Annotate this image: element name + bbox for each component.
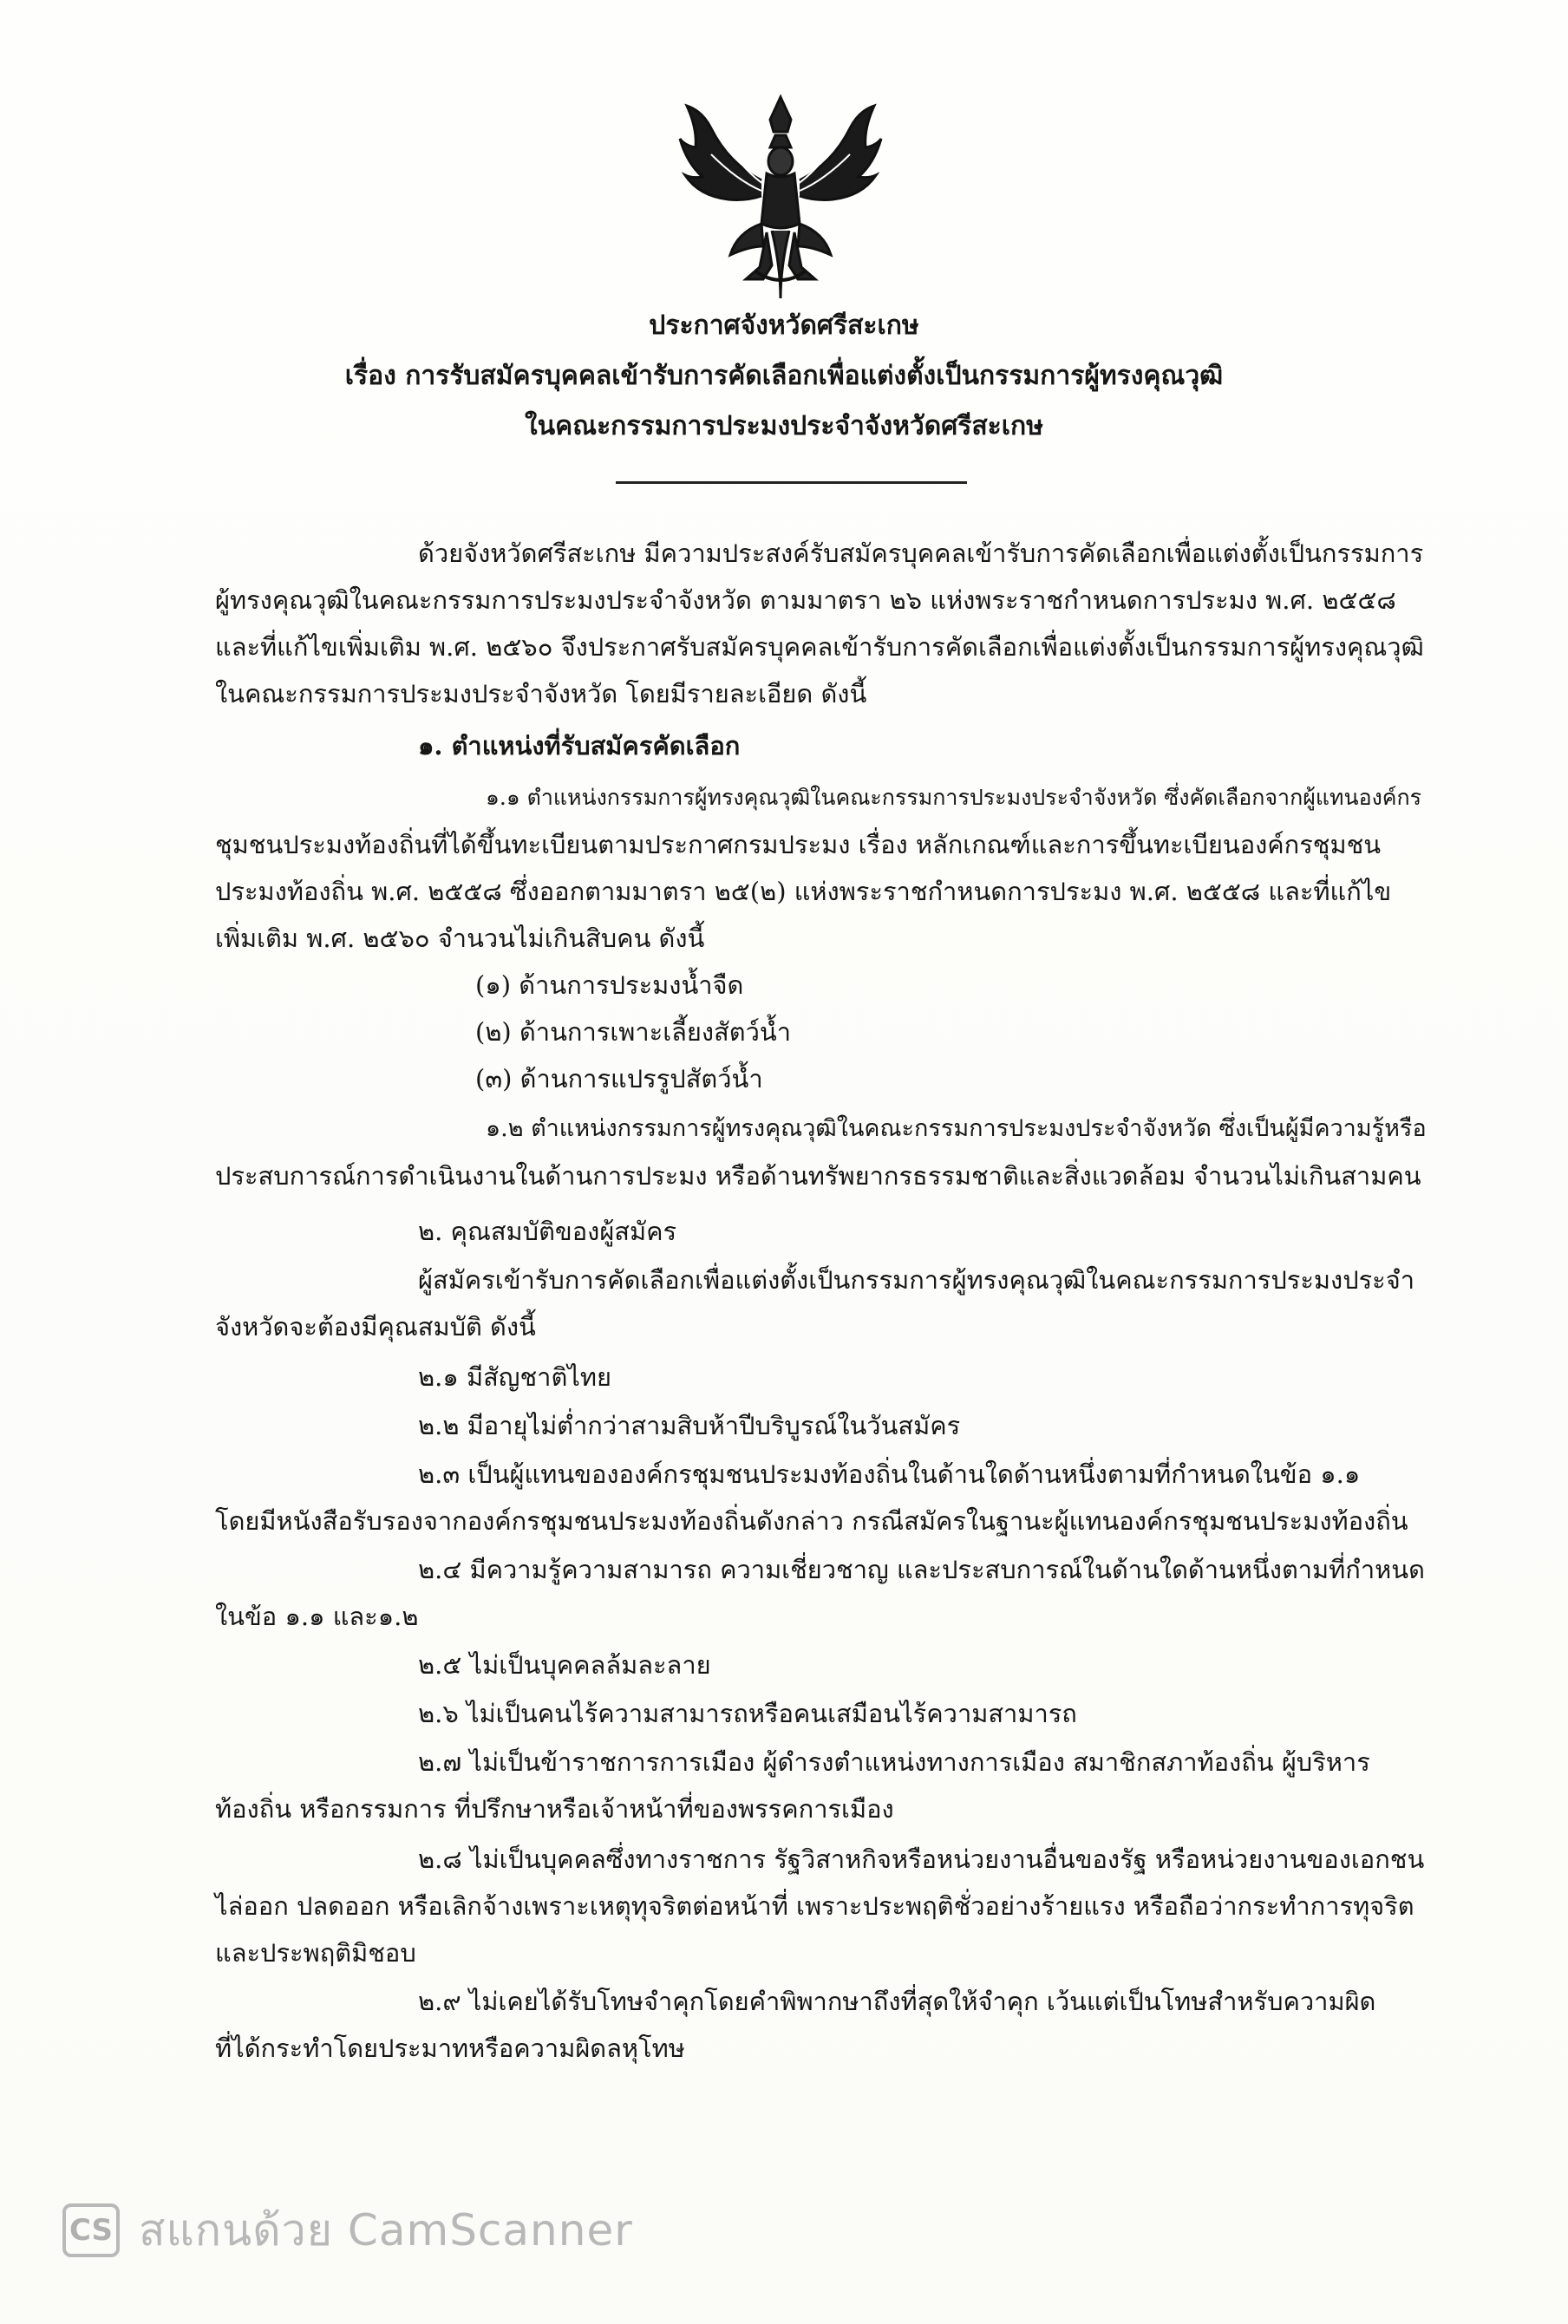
camscanner-text: สแกนด้วย CamScanner — [139, 2204, 633, 2255]
s2-4-line-1: ๒.๔ มีความรู้ความสามารถ ความเชี่ยวชาญ และประสบการณ์ในด้านใดด้านหนึ่งตามที่กำหนด — [418, 1555, 1425, 1584]
s2-4-line-2: ในข้อ ๑.๑ และ๑.๒ — [215, 1602, 419, 1631]
s2-intro-line-2: จังหวัดจะต้องมีคุณสมบัติ ดังนี้ — [215, 1312, 536, 1342]
garuda-emblem-icon — [676, 94, 885, 304]
camscanner-watermark — [62, 2196, 633, 2265]
s2-2: ๒.๒ มีอายุไม่ต่ำกว่าสามสิบห้าปีบริบูรณ์ในวันสมัคร — [418, 1411, 961, 1440]
s1-1-line-2: ชุมชนประมงท้องถิ่นที่ได้ขึ้นทะเบียนตามประกาศกรมประมง เรื่อง หลักเกณฑ์และการขึ้นทะเบียนองค์กรชุมชน — [215, 830, 1382, 859]
s1-1-line-1: ๑.๑ ตำแหน่งกรรมการผู้ทรงคุณวุฒิในคณะกรรมการประมงประจำจังหวัด ซึ่งคัดเลือกจากผู้แทนองค์กร — [486, 785, 1422, 810]
s2-8-line-2: ไล่ออก ปลดออก หรือเลิกจ้างเพราะเหตุทุจริตต่อหน้าที่ เพราะประพฤติชั่วอย่างร้ายแรง หรือถือว่ากระทำการทุจริต — [215, 1891, 1414, 1921]
announcement-subject-cont: ในคณะกรรมการประมงประจำจังหวัดศรีสะเกษ — [525, 411, 1043, 441]
intro-line-3: และที่แก้ไขเพิ่มเติม พ.ศ. ๒๕๖๐ จึงประกาศรับสมัครบุคคลเข้ารับการคัดเลือกเพื่อแต่งตั้งเป็นกรรมการผู้ทรงคุณวุฒิ — [215, 632, 1424, 662]
s1-1-item-1: (๑) ด้านการประมงน้ำจืด — [475, 970, 744, 1000]
s2-7-line-2: ท้องถิ่น หรือกรรมการ ที่ปรึกษาหรือเจ้าหน้าที่ของพรรคการเมือง — [215, 1794, 894, 1824]
s2-9-line-1: ๒.๙ ไม่เคยได้รับโทษจำคุกโดยคำพิพากษาถึงที่สุดให้จำคุก เว้นแต่เป็นโทษสำหรับความผิด — [418, 1987, 1376, 2016]
s1-1-item-3: (๓) ด้านการแปรรูปสัตว์น้ำ — [475, 1064, 763, 1093]
s2-8-line-3: และประพฤติมิชอบ — [215, 1938, 416, 1968]
s1-1-item-2: (๒) ด้านการเพาะเลี้ยงสัตว์น้ำ — [475, 1017, 791, 1047]
s2-1: ๒.๑ มีสัญชาติไทย — [418, 1362, 611, 1392]
s2-8-line-1: ๒.๘ ไม่เป็นบุคคลซึ่งทางราชการ รัฐวิสาหกิจหรือหน่วยงานอื่นของรัฐ หรือหน่วยงานของเอกชน — [418, 1844, 1425, 1874]
intro-line-4: ในคณะกรรมการประมงประจำจังหวัด โดยมีรายละเอียด ดังนี้ — [215, 679, 867, 708]
s2-5: ๒.๕ ไม่เป็นบุคคลล้มละลาย — [418, 1650, 711, 1680]
s1-1-line-4: เพิ่มเติม พ.ศ. ๒๕๖๐ จำนวนไม่เกินสิบคน ดังนี้ — [215, 924, 705, 953]
s2-6: ๒.๖ ไม่เป็นคนไร้ความสามารถหรือคนเสมือนไร้ความสามารถ — [418, 1699, 1077, 1728]
camscanner-logo-icon: CS — [62, 2203, 120, 2257]
announcement-title: ประกาศจังหวัดศรีสะเกษ — [649, 310, 919, 341]
section-1-title: ๑. ตำแหน่งที่รับสมัครคัดเลือก — [418, 731, 741, 761]
announcement-subject: เรื่อง การรับสมัครบุคคลเข้ารับการคัดเลือกเพื่อแต่งตั้งเป็นกรรมการผู้ทรงคุณวุฒิ — [344, 361, 1224, 391]
s2-3-line-2: โดยมีหนังสือรับรองจากองค์กรชุมชนประมงท้องถิ่นดังกล่าว กรณีสมัครในฐานะผู้แทนองค์กรชุมชนประมงท้องถิ่น — [215, 1506, 1408, 1536]
s1-2-line-1: ๑.๒ ตำแหน่งกรรมการผู้ทรงคุณวุฒิในคณะกรรมการประมงประจำจังหวัด ซึ่งเป็นผู้มีความรู้หรือ — [486, 1115, 1427, 1142]
s2-3-line-1: ๒.๓ เป็นผู้แทนขององค์กรชุมชนประมงท้องถิ่นในด้านใดด้านหนึ่งตามที่กำหนดในข้อ ๑.๑ — [418, 1459, 1361, 1489]
intro-line-2: ผู้ทรงคุณวุฒิในคณะกรรมการประมงประจำจังหวัด ตามมาตรา ๒๖ แห่งพระราชกำหนดการประมง พ.ศ. ๒๕๕๘ — [215, 585, 1396, 615]
section-2-title: ๒. คุณสมบัติของผู้สมัคร — [418, 1217, 677, 1246]
s1-2-line-2: ประสบการณ์การดำเนินงานในด้านการประมง หรือด้านทรัพยากรธรรมชาติและสิ่งแวดล้อม จำนวนไม่เกินสามคน — [215, 1161, 1421, 1191]
s2-intro-line-1: ผู้สมัครเข้ารับการคัดเลือกเพื่อแต่งตั้งเป็นกรรมการผู้ทรงคุณวุฒิในคณะกรรมการประมงประจำ — [418, 1265, 1415, 1295]
s1-1-line-3: ประมงท้องถิ่น พ.ศ. ๒๕๕๘ ซึ่งออกตามมาตรา ๒๕(๒) แห่งพระราชกำหนดการประมง พ.ศ. ๒๕๕๘ และที่แก้ไข — [215, 877, 1392, 906]
intro-line-1: ด้วยจังหวัดศรีสะเกษ มีความประสงค์รับสมัครบุคคลเข้ารับการคัดเลือกเพื่อแต่งตั้งเป็นกรรมการ — [418, 539, 1424, 568]
s2-9-line-2: ที่ได้กระทำโดยประมาทหรือความผิดลหุโทษ — [215, 2034, 685, 2063]
title-divider — [616, 481, 967, 484]
s2-7-line-1: ๒.๗ ไม่เป็นข้าราชการการเมือง ผู้ดำรงตำแหน่งทางการเมือง สมาชิกสภาท้องถิ่น ผู้บริหาร — [418, 1747, 1370, 1777]
